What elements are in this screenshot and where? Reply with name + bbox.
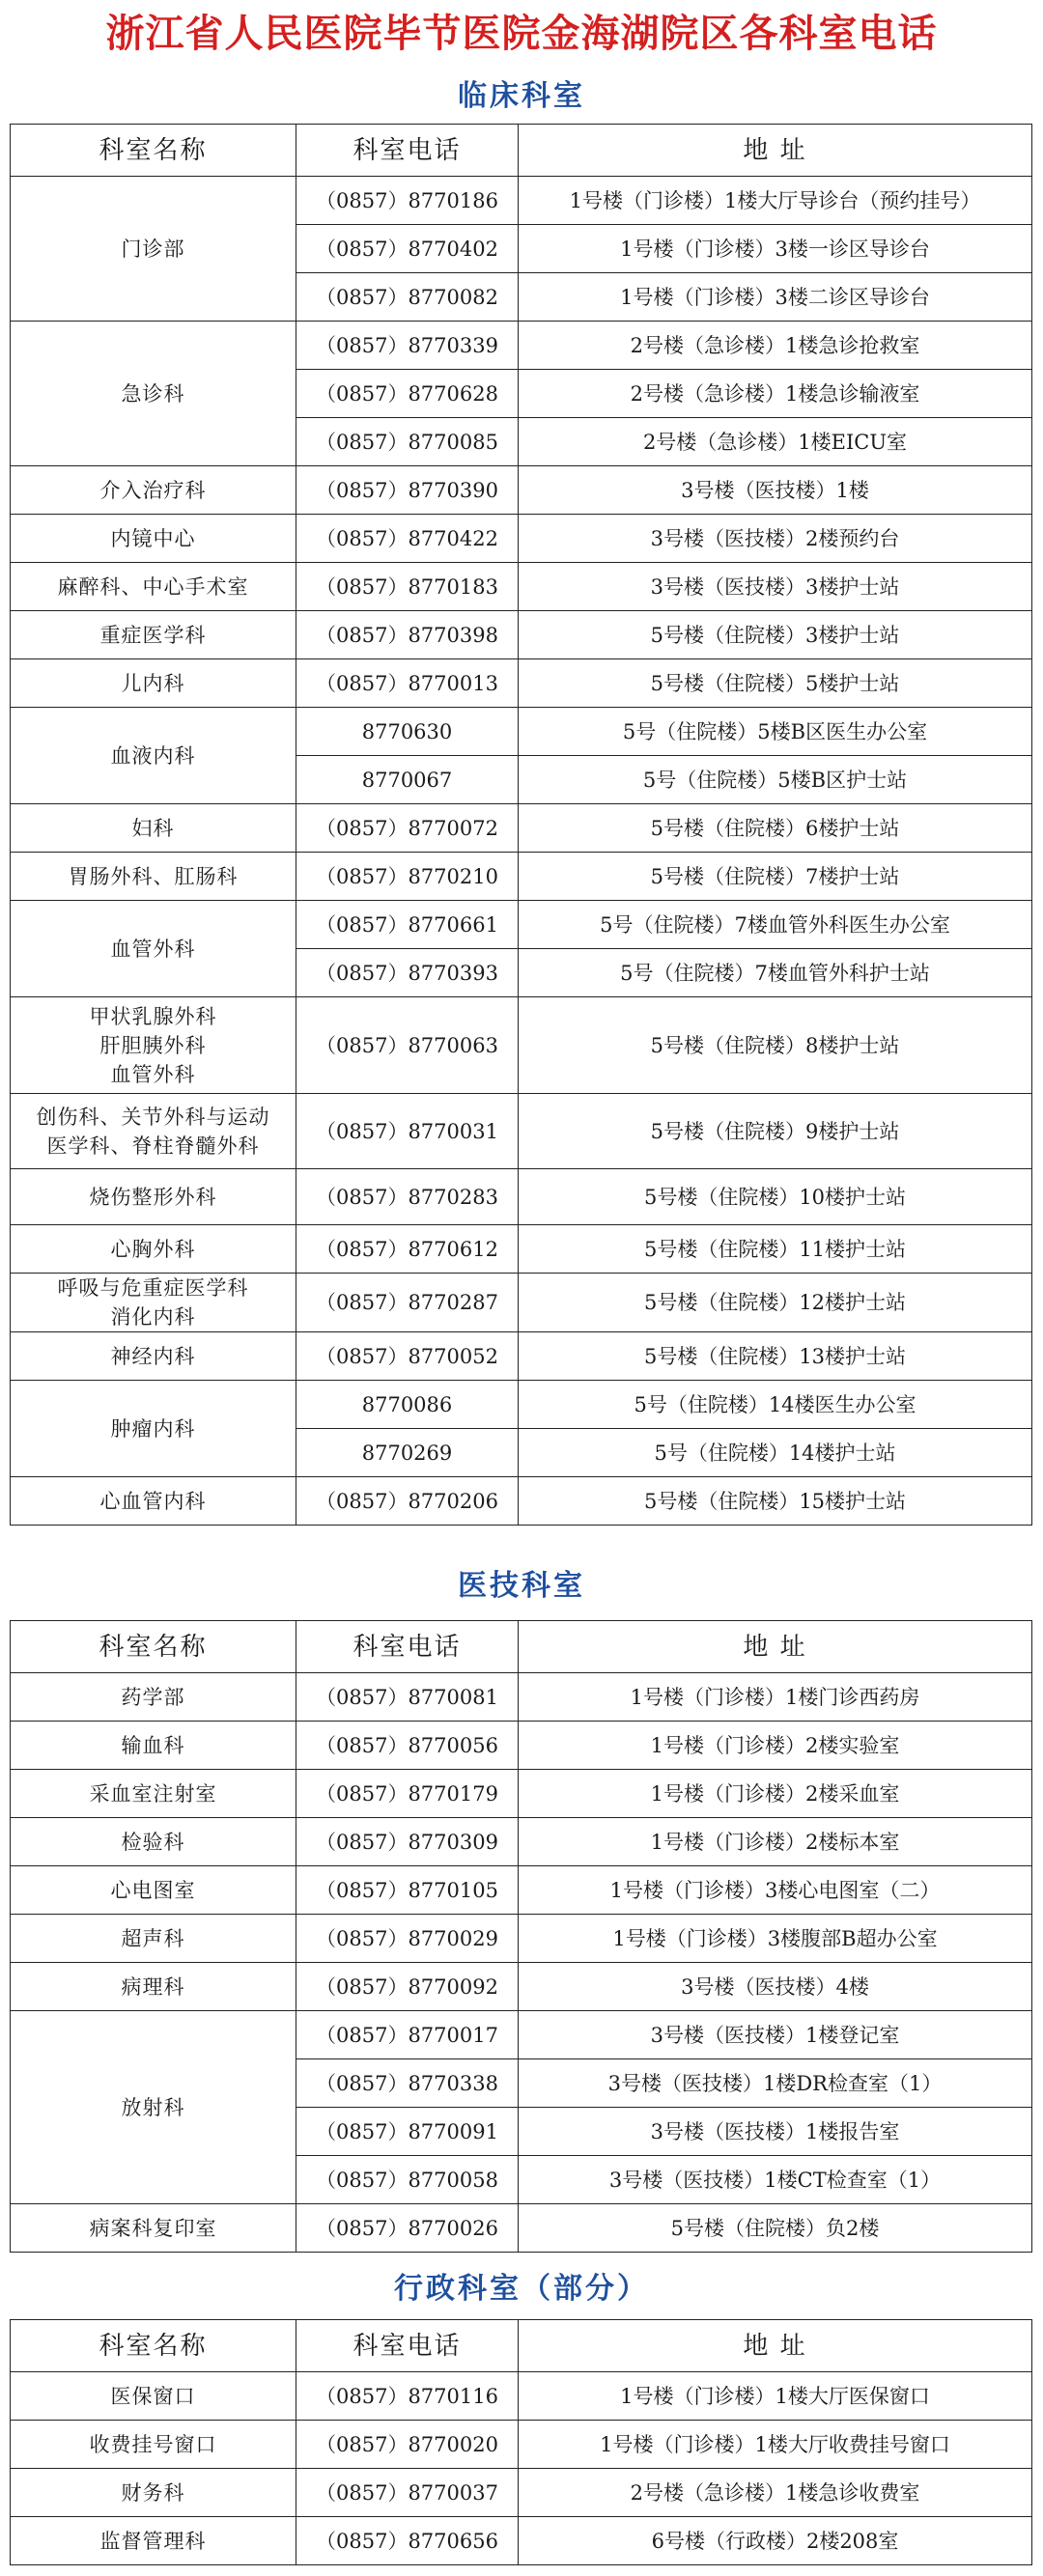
department-phone: （0857）8770091	[296, 2108, 519, 2156]
department-address: 5号楼（住院楼）15楼护士站	[519, 1477, 1032, 1526]
department-address: 5号（住院楼）5楼B区医生办公室	[519, 708, 1032, 756]
department-address: 1号楼（门诊楼）3楼心电图室（二）	[519, 1866, 1032, 1915]
department-address: 2号楼（急诊楼）1楼EICU室	[519, 418, 1032, 466]
table-row	[11, 853, 1032, 901]
department-address: 5号楼（住院楼）7楼护士站	[519, 853, 1032, 901]
department-phone: 8770630	[296, 708, 519, 756]
department-phone: （0857）8770105	[296, 1866, 519, 1915]
department-address: 5号（住院楼）14楼医生办公室	[519, 1381, 1032, 1429]
department-address: 5号（住院楼）7楼血管外科护士站	[519, 949, 1032, 997]
department-phone: （0857）8770063	[296, 997, 519, 1094]
table-row	[11, 1818, 1032, 1866]
department-name: 检验科	[11, 1818, 296, 1866]
department-name: 药学部	[11, 1673, 296, 1722]
table-row	[11, 997, 1032, 1094]
department-name: 血管外科	[11, 901, 296, 997]
table-row	[11, 177, 1032, 225]
department-phone: （0857）8770179	[296, 1770, 519, 1818]
table-row	[11, 1169, 1032, 1225]
department-address: 5号楼（住院楼）13楼护士站	[519, 1332, 1032, 1381]
department-name: 输血科	[11, 1722, 296, 1770]
department-address: 5号（住院楼）5楼B区护士站	[519, 756, 1032, 804]
department-name: 儿内科	[11, 659, 296, 708]
department-phone: （0857）8770628	[296, 370, 519, 418]
department-phone: （0857）8770013	[296, 659, 519, 708]
department-address: 2号楼（急诊楼）1楼急诊收费室	[519, 2469, 1032, 2517]
department-phone: （0857）8770029	[296, 1915, 519, 1963]
department-name: 创伤科、关节外科与运动 医学科、脊柱脊髓外科	[11, 1094, 296, 1169]
department-phone: （0857）8770026	[296, 2204, 519, 2253]
column-header-phone: 科室电话	[296, 1621, 519, 1673]
department-phone: （0857）8770393	[296, 949, 519, 997]
table-row	[11, 2011, 1032, 2059]
department-table	[10, 2319, 1032, 2565]
table-row	[11, 1866, 1032, 1915]
department-phone: （0857）8770031	[296, 1094, 519, 1169]
department-name: 病理科	[11, 1963, 296, 2011]
department-phone: （0857）8770309	[296, 1818, 519, 1866]
department-address: 1号楼（门诊楼）2楼标本室	[519, 1818, 1032, 1866]
table-row	[11, 901, 1032, 949]
header-row	[11, 1621, 1032, 1673]
department-address: 3号楼（医技楼）1楼登记室	[519, 2011, 1032, 2059]
department-phone: （0857）8770422	[296, 515, 519, 563]
table-row	[11, 563, 1032, 611]
table-row	[11, 1673, 1032, 1722]
department-name: 急诊科	[11, 322, 296, 466]
department-address: 5号（住院楼）14楼护士站	[519, 1429, 1032, 1477]
table-row	[11, 2421, 1032, 2469]
department-phone: （0857）8770338	[296, 2059, 519, 2108]
table-row	[11, 1225, 1032, 1274]
department-address: 5号楼（住院楼）11楼护士站	[519, 1225, 1032, 1274]
column-header-name: 科室名称	[11, 2320, 296, 2372]
department-address: 1号楼（门诊楼）3楼腹部B超办公室	[519, 1915, 1032, 1963]
department-phone: （0857）8770082	[296, 273, 519, 322]
department-address: 3号楼（医技楼）1楼CT检查室（1）	[519, 2156, 1032, 2204]
department-phone: （0857）8770020	[296, 2421, 519, 2469]
department-address: 5号楼（住院楼）10楼护士站	[519, 1169, 1032, 1225]
department-phone: （0857）8770398	[296, 611, 519, 659]
department-phone: （0857）8770661	[296, 901, 519, 949]
department-address: 1号楼（门诊楼）1楼门诊西药房	[519, 1673, 1032, 1722]
table-row	[11, 2517, 1032, 2565]
department-name: 内镜中心	[11, 515, 296, 563]
department-address: 5号楼（住院楼）负2楼	[519, 2204, 1032, 2253]
department-address: 5号楼（住院楼）3楼护士站	[519, 611, 1032, 659]
department-name: 心胸外科	[11, 1225, 296, 1274]
column-header-name: 科室名称	[11, 125, 296, 177]
department-address: 6号楼（行政楼）2楼208室	[519, 2517, 1032, 2565]
column-header-phone: 科室电话	[296, 2320, 519, 2372]
department-address: 1号楼（门诊楼）2楼实验室	[519, 1722, 1032, 1770]
department-name: 神经内科	[11, 1332, 296, 1381]
department-address: 3号楼（医技楼）1楼报告室	[519, 2108, 1032, 2156]
section-title: 临床科室	[458, 79, 585, 113]
department-address: 1号楼（门诊楼）1楼大厅医保窗口	[519, 2372, 1032, 2421]
department-name: 收费挂号窗口	[11, 2421, 296, 2469]
column-header-phone: 科室电话	[296, 125, 519, 177]
table-row	[11, 2204, 1032, 2253]
department-phone: （0857）8770402	[296, 225, 519, 273]
department-address: 2号楼（急诊楼）1楼急诊抢救室	[519, 322, 1032, 370]
department-phone: （0857）8770081	[296, 1673, 519, 1722]
column-header-address: 地 址	[519, 1621, 1032, 1673]
department-address: 1号楼（门诊楼）3楼二诊区导诊台	[519, 273, 1032, 322]
department-address: 5号楼（住院楼）12楼护士站	[519, 1274, 1032, 1332]
department-address: 5号楼（住院楼）5楼护士站	[519, 659, 1032, 708]
department-name: 监督管理科	[11, 2517, 296, 2565]
department-name: 血液内科	[11, 708, 296, 804]
department-name: 心血管内科	[11, 1477, 296, 1526]
department-phone: （0857）8770017	[296, 2011, 519, 2059]
table-row	[11, 1381, 1032, 1429]
department-name: 肿瘤内科	[11, 1381, 296, 1477]
department-name: 采血室注射室	[11, 1770, 296, 1818]
section-title: 行政科室（部分）	[394, 2272, 649, 2306]
department-table	[10, 124, 1032, 1526]
department-table	[10, 1620, 1032, 2253]
department-name: 医保窗口	[11, 2372, 296, 2421]
table-row	[11, 1094, 1032, 1169]
table-row	[11, 1477, 1032, 1526]
table-row	[11, 1722, 1032, 1770]
table-row	[11, 2372, 1032, 2421]
table-row	[11, 2469, 1032, 2517]
department-address: 5号楼（住院楼）8楼护士站	[519, 997, 1032, 1094]
department-address: 1号楼（门诊楼）1楼大厅收费挂号窗口	[519, 2421, 1032, 2469]
department-name: 心电图室	[11, 1866, 296, 1915]
department-address: 5号楼（住院楼）9楼护士站	[519, 1094, 1032, 1169]
department-address: 3号楼（医技楼）2楼预约台	[519, 515, 1032, 563]
department-phone: 8770067	[296, 756, 519, 804]
table-row	[11, 1963, 1032, 2011]
department-address: 1号楼（门诊楼）3楼一诊区导诊台	[519, 225, 1032, 273]
table-row	[11, 659, 1032, 708]
department-address: 3号楼（医技楼）1楼DR检查室（1）	[519, 2059, 1032, 2108]
department-name: 超声科	[11, 1915, 296, 1963]
department-phone: 8770086	[296, 1381, 519, 1429]
department-name: 财务科	[11, 2469, 296, 2517]
header-row	[11, 125, 1032, 177]
department-phone: （0857）8770186	[296, 177, 519, 225]
department-address: 5号楼（住院楼）6楼护士站	[519, 804, 1032, 853]
table-row	[11, 708, 1032, 756]
department-phone: （0857）8770072	[296, 804, 519, 853]
department-phone: （0857）8770339	[296, 322, 519, 370]
table-row	[11, 322, 1032, 370]
column-header-address: 地 址	[519, 125, 1032, 177]
table-row	[11, 1770, 1032, 1818]
column-header-name: 科室名称	[11, 1621, 296, 1673]
table-row	[11, 611, 1032, 659]
department-phone: （0857）8770037	[296, 2469, 519, 2517]
department-phone: （0857）8770116	[296, 2372, 519, 2421]
table-row	[11, 1274, 1032, 1332]
department-phone: （0857）8770206	[296, 1477, 519, 1526]
department-name: 胃肠外科、肛肠科	[11, 853, 296, 901]
department-address: 1号楼（门诊楼）2楼采血室	[519, 1770, 1032, 1818]
department-phone: （0857）8770052	[296, 1332, 519, 1381]
department-address: 2号楼（急诊楼）1楼急诊输液室	[519, 370, 1032, 418]
department-phone: 8770269	[296, 1429, 519, 1477]
department-phone: （0857）8770612	[296, 1225, 519, 1274]
section-title: 医技科室	[458, 1569, 585, 1603]
header-row	[11, 2320, 1032, 2372]
department-address: 1号楼（门诊楼）1楼大厅导诊台（预约挂号）	[519, 177, 1032, 225]
department-phone: （0857）8770287	[296, 1274, 519, 1332]
department-name: 麻醉科、中心手术室	[11, 563, 296, 611]
department-name: 烧伤整形外科	[11, 1169, 296, 1225]
department-name: 妇科	[11, 804, 296, 853]
department-phone: （0857）8770085	[296, 418, 519, 466]
department-name: 门诊部	[11, 177, 296, 322]
table-row	[11, 515, 1032, 563]
table-row	[11, 1915, 1032, 1963]
department-phone: （0857）8770283	[296, 1169, 519, 1225]
department-address: 5号（住院楼）7楼血管外科医生办公室	[519, 901, 1032, 949]
department-phone: （0857）8770092	[296, 1963, 519, 2011]
department-phone: （0857）8770183	[296, 563, 519, 611]
page-title: 浙江省人民医院毕节医院金海湖院区各科室电话	[105, 11, 938, 56]
department-name: 甲状乳腺外科 肝胆胰外科 血管外科	[11, 997, 296, 1094]
department-phone: （0857）8770056	[296, 1722, 519, 1770]
department-address: 3号楼（医技楼）1楼	[519, 466, 1032, 515]
department-name: 病案科复印室	[11, 2204, 296, 2253]
table-row	[11, 804, 1032, 853]
department-address: 3号楼（医技楼）4楼	[519, 1963, 1032, 2011]
department-name: 重症医学科	[11, 611, 296, 659]
department-phone: （0857）8770656	[296, 2517, 519, 2565]
department-phone: （0857）8770390	[296, 466, 519, 515]
column-header-address: 地 址	[519, 2320, 1032, 2372]
table-row	[11, 466, 1032, 515]
department-name: 放射科	[11, 2011, 296, 2204]
department-address: 3号楼（医技楼）3楼护士站	[519, 563, 1032, 611]
department-phone: （0857）8770058	[296, 2156, 519, 2204]
table-row	[11, 1332, 1032, 1381]
department-name: 呼吸与危重症医学科 消化内科	[11, 1274, 296, 1332]
department-name: 介入治疗科	[11, 466, 296, 515]
department-phone: （0857）8770210	[296, 853, 519, 901]
